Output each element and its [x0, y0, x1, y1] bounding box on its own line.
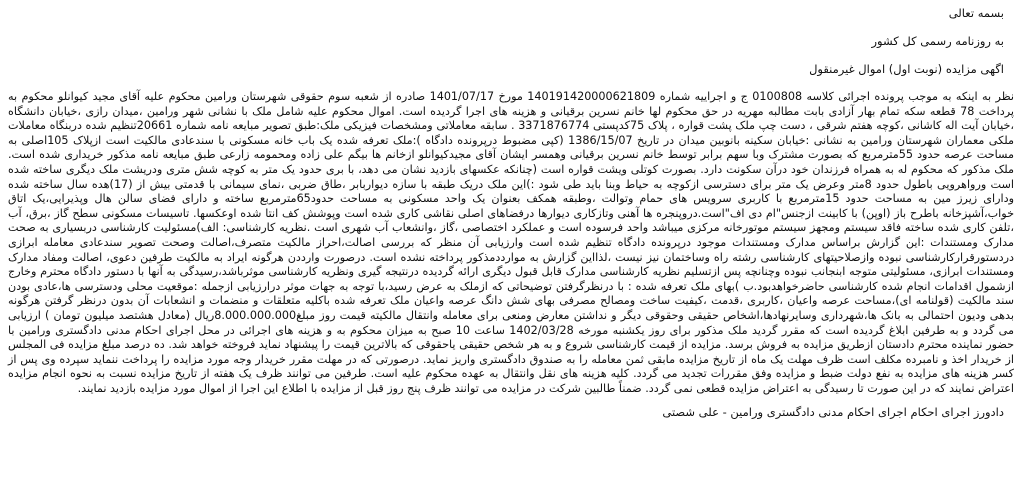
signature-line: دادورز اجرای احکام اجرای احکام مدنی دادگستری ورامین - علی شصتی — [662, 405, 1004, 420]
newspaper-line: به روزنامه رسمی کل کشور — [871, 34, 1004, 48]
notice-title: اگهی مزایده (نوبت اول) اموال غیرمنقول — [809, 62, 1004, 76]
basmala-heading: بسمه تعالی — [948, 6, 1004, 20]
notice-body-text: نظر به اینکه به موجب پرونده اجرائی کلاسه 0100808 ج و اجراییه شماره 140191420000621809 مورخ 1401/07/17 صادره از شعبه سوم حقوقی شهرستان ورامین محکوم علیه آقای مجید کیوانلو محکوم به پرداخت 78 قطعه سکه تمام بهار آزادی بابت مطالبه مهریه در حق محکوم لها خانم نسرین برقیانی و هزینه های اجرا گردیده است. اموال محکوم علیه شامل ملک با نشانی شهر ورامین ،میدان رازی ،خیابان دانشگاه ،خیابان آیت اله کاشانی ،کوچه هفتم شرقی ، دست چپ ملک پشت قواره ، پلاک 75کدپستی 3371876774 . سابقه معاملاتی ومشخصات فیزیکی ملک:طبق تصویر مبایعه نامه شماره 20661تنظیم شده دربنگاه معاملات ملکی معماران شهرستان ورامین به نشانی :خیابان سکینه بانوبین میدان در تاریخ 1386/15/07 (کپی مضبوط درپرونده دادگاه ):ملک تعرفه شده یک باب خانه مسکونی با سندعادی مالکیت است ازپلاک 105اصلی به مساحت عرصه حدود 55مترمربع که بصورت مشترک وبا سهم برابر توسط خانم نسرین برقیانی وهمسر ایشان آقای مجیدکیوانلو ازخانم ها بیگم علی زاده ومحمومه زارعی طبق مبایعه نامه مذکور خریداری شده است. ملک مذکور که محکوم له به همراه فرزندان خود درآن سکونت دارد. بصورت کوتلی ویشت قواره است (چنانکه عکسهای بازدید نشان می دهد، با بری حدود یک متر به کوچه شش متری ودریشت ملک دیگری ساخته شده است ورواهرویی باطول حدود 8متر وعرض یک متر برای دسترسی ازکوچه به حیاط وبنا باید طی شود :)این ملک دریک طبقه با سازه دیواربابر ،طاق ضربی ،نمای سیمانی با قدمتی بیش از (17)هده سال ساخته شده ودارای زیرز مین به مساحت حدود 15مترمربع با کاربری سرویس های حمام وتوالت ،وطبقه همکف بعنوان یک واحد مسکونی به مساحت حدود65مترمربع ساخته و دارای فضای سالن هال وپذیرایی،یک اتاق خواب،آشپزخانه باطرح باز (اوپن) با کابینت ازجنس"ام دی اف"است.دروپنجره ها آهنی وتازکاری دیوارها درفضاهای اصلی نقاشی کاری شده است وپوشش کف انتا شده اوعکسها. تاسیسات مسکونی سطح گاز ،برق، آب ،تلفن کاری شده ساخته فاقد سیستم ومجهز سیستم موتورخانه مرکزی میباشد واحد فرسوده است و عملکرد اختصاصی ،گاز ،وانشعاب آب شهری است .نظریه کارشناسی: الف)مسئولیت کارشناسی دربسیاری به صحت مدارک ومستندات :این گزارش براساس مدارک ومستندات موجود درپرونده دادگاه تنظیم شده است وارزیابی آن منظر که بررسی اصالت،احراز مالکیت متصرف،اصالت وصحت تصویر سندعادی معامله ابرازی دردستورقرارکارشناسی نبوده وازصلاحیتهای کارشناسی رشته راه وساختمان نیز نیست ،لذااین گزارش به موارددمذکور پرداخته نشده است. درصورت وارددن هرگونه ایراد به مالکیت طرفین دعوی، اصالت ومفاد مدارک ومستندات ابرازی، مسئولیتی متوجه ابنجانب نبوده وچنانچه پس ازتسلیم نظریه کارشناسی مدارک قابل قبول دیگری ارائه گردیده درنتیجه گیری ونظریه کارشناسی موثرباشد،رسیدگی به آنها با دستور دادگاه محترم وخارج ازشمول اقدامات انجام شده کارشناسی حاضرخواهدبود.ب )بهای ملک تعرفه شده : با درنظرگرفتن توضیحاتی که ازملک به عرض رسید،با توجه به جهات موثر درارزیابی ازجمله :موقعیت محلی ودسترسی ها،عادی بودن سند مالکیت (قولنامه ای)،مساحت عرصه واعیان ،کاربری ،قدمت ،کیفیت ساخت ومصالح مصرفی بهای شش دانگ عرصه واعیان ملک تعرفه شده باکلیه متعلقات و منضمات و انشعابات آن بدون درنظر گرفتن هرگونه بدهی ودیون احتمالی به بانک ها،شهرداری وسایرنهادها،اشخاص حقیقی وحقوقی دیگر و نداشتن معارض ومنعی برای معامله وانتقال مالکیته قیمت روز مبلغ8.000.000.000ریال (معادل هشتصد میلیون تومان ) ارزیابی می گردد و به طرفین ابلاغ گردیده است که مقرر گردید ملک مذکور برای روز یکشنبه مورخه 1402/03/28 ساعت 10 صبح به میزان محکوم به و هزینه های اجرائی در محل اجرای احکام مدنی دادگستری ورامین با حضور نماینده محترم دادستان ازطریق مزایده به فروش برسد. مزایده از قیمت کارشناسی شروع و به هر شخص حقیقی یاحقوقی که بالاترین قیمت را پیشنهاد نماید فروخته خواهد شد. ده درصد مبلغ مزایده فی المجلس از خریدار اخذ و نامبرده مکلف است ظرف مهلت یک ماه از تاریخ مزایده مابقی ثمن معامله را به صندوق دادگستری واریز نماید. درصورتی که در مهلت مقرر خریدار وجه مورد مزایده را پرداخت ننماید سپرده وی پس از کسر هزینه های مزایده به نفع دولت ضبط و مزایده وفق مقررات تجدید می گردد. کلیه هزینه های نقل وانتقال به عهده محکوم علیه است. طرفین می توانند ظرف یک هفته از تاریخ مزایده نسبت به نحوه انجام مزایده اعتراض نمایند که در این صورت تا رسیدگی به اعتراض مزایده قطعی نمی گردد. ضمناً طالبین شرکت در مزایده می توانند ظرف پنج روز قبل از مزایده با اطلاع این اجرا از اموال مورد مزایده بازدید نمایند. — [8, 90, 1015, 395]
